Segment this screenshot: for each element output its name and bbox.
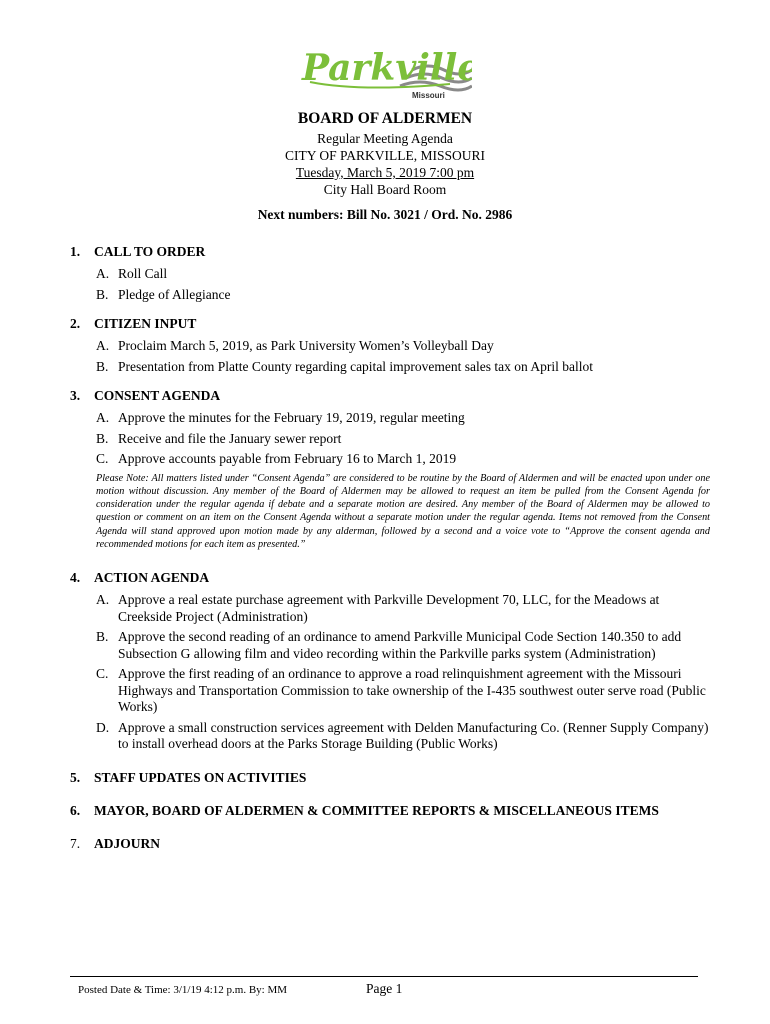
item-text: Approve a real estate purchase agreement with Parkville Development 70, LLC, for the Meadows at Creekside Project (Administration) (118, 592, 660, 624)
item-text: Approve a small construction services agreement with Delden Manufacturing Co. (Renner Supply Company) to install overhead doors at the Parks Storage Building (Public Works) (118, 719, 709, 752)
item-letter: B. (96, 430, 109, 446)
agenda-section (70, 769, 710, 786)
item-letter: B. (96, 358, 109, 374)
city-name: CITY OF PARKVILLE, MISSOURI (284, 148, 486, 163)
footer-divider (70, 976, 698, 977)
section-title (70, 243, 710, 260)
item-letter: A. (96, 266, 110, 281)
section-title (70, 769, 710, 786)
agenda-item (96, 338, 710, 355)
item-text: Approve the minutes for the February 19, 2019, regular meeting (118, 410, 465, 425)
agenda-item (96, 451, 710, 468)
item-letter: A. (96, 410, 110, 425)
agenda-item (96, 410, 710, 427)
item-text: Proclaim March 5, 2019, as Park University Women’s Volleyball Day (118, 338, 494, 353)
agenda-item (96, 720, 710, 753)
agenda-section (70, 387, 710, 551)
agenda-item (96, 431, 710, 448)
section-title (70, 569, 710, 586)
item-text: Presentation from Platte County regarding capital improvement sales tax on April ballot (118, 358, 594, 374)
board-title: BOARD OF ALDERMEN (297, 110, 473, 127)
agenda-section (70, 243, 710, 303)
agenda-item (96, 266, 710, 283)
section-number: 7. (70, 835, 81, 851)
agenda-section (70, 835, 710, 852)
agenda-section (70, 569, 710, 753)
consent-agenda-note: Please Note: All matters listed under “Consent Agenda” are considered to be routine by the Board of Aldermen and will be enacted upon under one motion without discussion. Any member of the Board of Aldermen may be allowed to request an item be pulled from the Consent Agenda for consideration under the regular agenda if debate and a separate motion are desired. Any member of the Board of Aldermen may be allowed to question or comment on an item on the Consent Agenda without a separate motion under the regular agenda. Items not removed from the Consent Agenda will stand approved upon motion made by any alderman, followed by a second and a voice vote to “Approve the consent agenda and recommended motions for each item as presented.” (96, 472, 710, 550)
section-heading: CONSENT AGENDA (94, 388, 221, 403)
agenda-section (70, 315, 710, 375)
section-number: 3. (70, 388, 81, 403)
posted-date: Posted Date & Time: 3/1/19 4:12 p.m. By: MM (78, 984, 288, 996)
meeting-type: Regular Meeting Agenda (317, 131, 453, 146)
item-letter: D. (96, 719, 110, 735)
agenda-item (96, 592, 710, 625)
agenda-sections (70, 243, 710, 864)
item-text: Approve the second reading of an ordinance to amend Parkville Municipal Code Section 140.350 to add Subsection G allowing film and video recording within the Parkville parks system (Administration) (118, 629, 682, 661)
logo-subtitle: Missouri (412, 91, 445, 100)
agenda-item (96, 359, 710, 376)
item-text: Roll Call (118, 266, 168, 281)
next-numbers: Next numbers: Bill No. 3021 / Ord. No. 2986 (257, 207, 513, 222)
page-number: Page 1 (366, 981, 403, 996)
section-title (70, 315, 710, 332)
section-number: 4. (70, 570, 81, 586)
item-letter: B. (96, 286, 109, 302)
section-title (70, 802, 710, 819)
meeting-datetime: Tuesday, March 5, 2019 7:00 pm (295, 165, 475, 180)
item-letter: B. (96, 629, 109, 645)
section-heading: ACTION AGENDA (94, 570, 210, 586)
item-letter: C. (96, 666, 109, 682)
section-heading: MAYOR, BOARD OF ALDERMEN & COMMITTEE REPORTS & MISCELLANEOUS ITEMS (94, 802, 659, 818)
item-text: Receive and file the January sewer report (118, 430, 342, 446)
parkville-logo-icon (300, 40, 472, 104)
logo-wordmark: Parkville (302, 47, 472, 89)
item-letter: A. (96, 338, 110, 353)
agenda-item (96, 287, 710, 304)
item-letter: C. (96, 451, 109, 466)
item-text: Approve the first reading of an ordinance to approve a road relinquishment agreement with the Missouri Highways and Transportation Commission to take ownership of the I-435 southwest outer serve road (Public Works) (118, 666, 706, 715)
agenda-header (0, 108, 770, 198)
item-text: Pledge of Allegiance (118, 286, 231, 302)
section-number: 2. (70, 316, 81, 331)
agenda-item (96, 666, 710, 716)
section-heading: CALL TO ORDER (94, 244, 206, 259)
parkville-logo (300, 40, 472, 104)
section-number: 1. (70, 244, 81, 259)
section-number: 5. (70, 769, 81, 785)
section-number: 6. (70, 802, 81, 818)
agenda-item (96, 629, 710, 662)
section-heading: STAFF UPDATES ON ACTIVITIES (94, 769, 307, 785)
item-letter: A. (96, 592, 110, 608)
section-title (70, 835, 710, 852)
agenda-section (70, 802, 710, 819)
section-heading: CITIZEN INPUT (94, 316, 197, 331)
item-text: Approve accounts payable from February 16 to March 1, 2019 (118, 451, 457, 466)
section-title (70, 387, 710, 404)
section-heading: ADJOURN (94, 835, 160, 851)
meeting-location: City Hall Board Room (323, 182, 447, 197)
